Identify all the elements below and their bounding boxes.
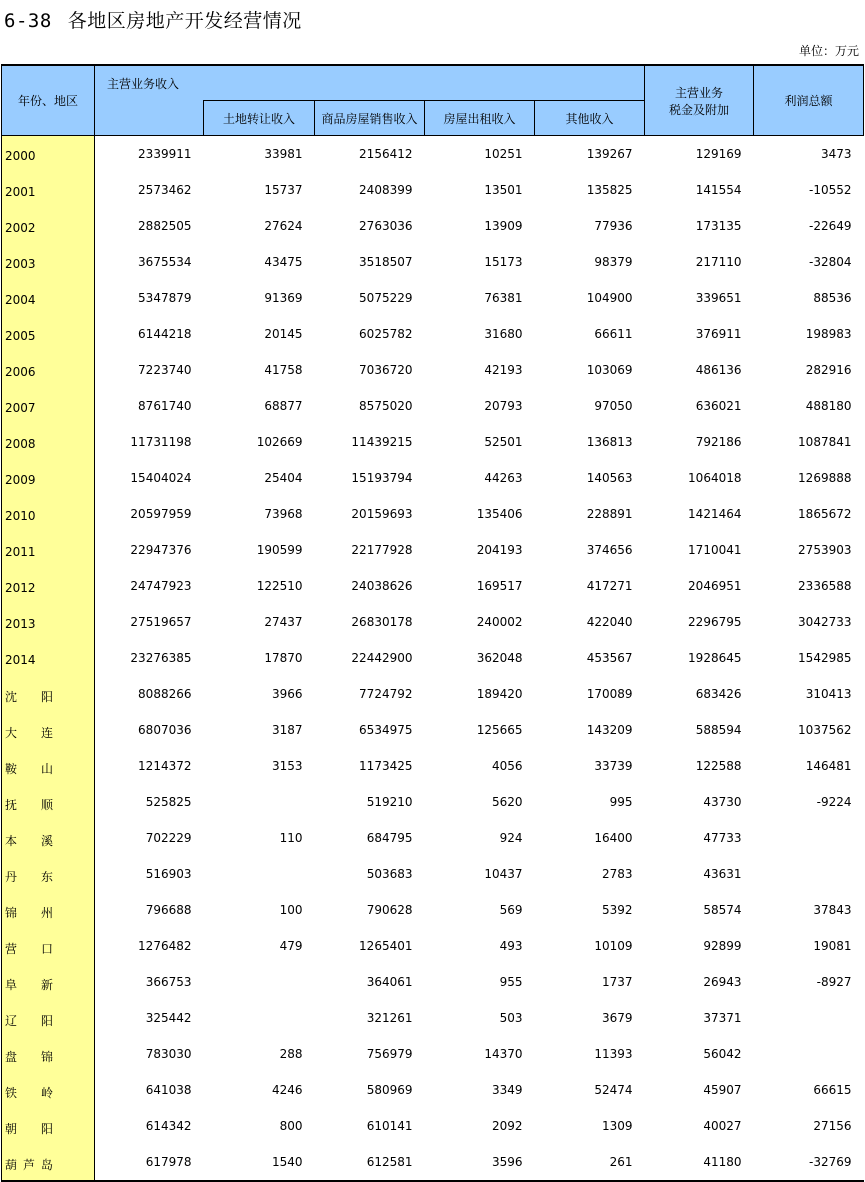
other-cell: 417271	[586, 579, 633, 593]
table-row	[2, 964, 864, 1000]
tax-cell: 92899	[703, 939, 742, 953]
main-revenue-cell: 8761740	[138, 399, 192, 413]
rental-cell: 493	[499, 939, 523, 953]
row-label: 2013	[2, 604, 95, 640]
rental-cell: 189420	[476, 687, 523, 701]
main-revenue-cell: 27519657	[130, 615, 192, 629]
housing-sales-cell: 26830178	[351, 615, 413, 629]
main-revenue-cell: 20597959	[130, 507, 192, 521]
row-label: 2012	[2, 568, 95, 604]
row-label: 鞍 山	[2, 748, 95, 784]
other-cell: 135825	[586, 183, 633, 197]
header-tax	[645, 65, 754, 136]
land-transfer-cell: 43475	[264, 255, 303, 269]
table-row	[2, 1072, 864, 1108]
profit-cell: 1037562	[798, 723, 852, 737]
table-row	[2, 748, 864, 784]
table-number: 6-38	[4, 10, 52, 32]
rental-cell: 52501	[484, 435, 523, 449]
housing-sales-cell: 2763036	[359, 219, 413, 233]
other-cell: 97050	[594, 399, 633, 413]
land-transfer-cell: 91369	[264, 291, 303, 305]
housing-sales-cell: 364061	[366, 975, 413, 989]
main-revenue-cell: 641038	[145, 1083, 192, 1097]
row-label: 2004	[2, 280, 95, 316]
housing-sales-cell: 20159693	[351, 507, 413, 521]
rental-cell: 362048	[476, 651, 523, 665]
tax-cell: 2296795	[688, 615, 742, 629]
land-transfer-cell	[204, 856, 315, 892]
housing-sales-cell: 11439215	[351, 435, 413, 449]
tax-cell: 636021	[695, 399, 742, 413]
row-label: 朝 阳	[2, 1108, 95, 1144]
housing-sales-cell: 610141	[366, 1119, 413, 1133]
land-transfer-cell: 25404	[264, 471, 303, 485]
rental-cell: 125665	[476, 723, 523, 737]
other-cell: 453567	[586, 651, 633, 665]
land-transfer-cell: 68877	[264, 399, 303, 413]
other-cell: 33739	[594, 759, 633, 773]
main-revenue-cell: 22947376	[130, 543, 192, 557]
main-revenue-cell: 23276385	[130, 651, 192, 665]
housing-sales-cell: 503683	[366, 867, 413, 881]
main-revenue-cell: 516903	[145, 867, 192, 881]
tax-cell: 1710041	[688, 543, 742, 557]
table-row	[2, 208, 864, 244]
profit-cell	[754, 1036, 864, 1072]
other-cell: 995	[609, 795, 633, 809]
row-label: 本 溪	[2, 820, 95, 856]
housing-sales-cell: 6534975	[359, 723, 413, 737]
rental-cell: 569	[499, 903, 523, 917]
rental-cell: 10437	[484, 867, 523, 881]
land-transfer-cell: 190599	[256, 543, 303, 557]
housing-sales-cell: 8575020	[359, 399, 413, 413]
profit-cell: 2336588	[798, 579, 852, 593]
other-cell: 228891	[586, 507, 633, 521]
housing-sales-cell: 756979	[366, 1047, 413, 1061]
profit-cell: 3042733	[798, 615, 852, 629]
land-transfer-cell: 27437	[264, 615, 303, 629]
row-label: 2002	[2, 208, 95, 244]
land-transfer-cell: 3153	[271, 759, 303, 773]
housing-sales-cell: 2156412	[359, 147, 413, 161]
table-row	[2, 676, 864, 712]
main-revenue-cell: 702229	[145, 831, 192, 845]
tax-cell: 486136	[695, 363, 742, 377]
tax-cell: 37371	[703, 1011, 742, 1025]
table-row	[2, 532, 864, 568]
profit-cell: 1865672	[798, 507, 852, 521]
table-row	[2, 784, 864, 820]
table-row	[2, 1144, 864, 1181]
other-cell: 139267	[586, 147, 633, 161]
other-cell: 66611	[594, 327, 633, 341]
unit-label: 单位：万元	[798, 44, 859, 58]
table-row	[2, 136, 864, 173]
housing-sales-cell: 22442900	[351, 651, 413, 665]
other-cell: 16400	[594, 831, 633, 845]
tax-cell: 376911	[695, 327, 742, 341]
tax-cell: 122588	[695, 759, 742, 773]
row-label: 阜 新	[2, 964, 95, 1000]
row-label: 营 口	[2, 928, 95, 964]
rental-cell: 2092	[491, 1119, 523, 1133]
row-label: 2008	[2, 424, 95, 460]
land-transfer-cell: 288	[279, 1047, 303, 1061]
profit-cell: 282916	[805, 363, 852, 377]
row-label: 铁 岭	[2, 1072, 95, 1108]
row-label: 盘 锦	[2, 1036, 95, 1072]
land-transfer-cell: 3187	[271, 723, 303, 737]
tax-cell: 173135	[695, 219, 742, 233]
tax-cell: 217110	[695, 255, 742, 269]
data-table	[1, 64, 864, 1182]
housing-sales-cell: 15193794	[351, 471, 413, 485]
row-label: 2003	[2, 244, 95, 280]
main-revenue-cell: 6144218	[138, 327, 192, 341]
housing-sales-cell: 6025782	[359, 327, 413, 341]
land-transfer-cell	[204, 1000, 315, 1036]
profit-cell: 3473	[820, 147, 852, 161]
header-main-revenue: 主营业务收入	[95, 65, 204, 101]
table-title: 各地区房地产开发经营情况	[67, 10, 302, 32]
rental-cell: 503	[499, 1011, 523, 1025]
header-land-transfer: 土地转让收入	[204, 101, 315, 136]
profit-cell: 198983	[805, 327, 852, 341]
rental-cell: 13501	[484, 183, 523, 197]
tax-cell: 129169	[695, 147, 742, 161]
rental-cell: 13909	[484, 219, 523, 233]
land-transfer-cell: 110	[279, 831, 303, 845]
profit-cell: 488180	[805, 399, 852, 413]
housing-sales-cell: 2408399	[359, 183, 413, 197]
rental-cell: 924	[499, 831, 523, 845]
table-row	[2, 640, 864, 676]
other-cell: 1309	[601, 1119, 633, 1133]
other-cell: 170089	[586, 687, 633, 701]
land-transfer-cell: 3966	[271, 687, 303, 701]
other-cell: 2783	[601, 867, 633, 881]
header-main-revenue-blank	[95, 101, 204, 136]
other-cell: 3679	[601, 1011, 633, 1025]
tax-cell: 339651	[695, 291, 742, 305]
housing-sales-cell: 3518507	[359, 255, 413, 269]
rental-cell: 15173	[484, 255, 523, 269]
table-row	[2, 1108, 864, 1144]
main-revenue-cell: 24747923	[130, 579, 192, 593]
row-label: 2005	[2, 316, 95, 352]
main-revenue-cell: 2882505	[138, 219, 192, 233]
tax-cell: 1064018	[688, 471, 742, 485]
tax-cell: 43631	[703, 867, 742, 881]
main-revenue-cell: 2573462	[138, 183, 192, 197]
table-row	[2, 172, 864, 208]
other-cell: 98379	[594, 255, 633, 269]
main-revenue-cell: 614342	[145, 1119, 192, 1133]
main-revenue-cell: 325442	[145, 1011, 192, 1025]
table-row	[2, 244, 864, 280]
main-revenue-cell: 6807036	[138, 723, 192, 737]
profit-cell: -8927	[816, 975, 852, 989]
other-cell: 103069	[586, 363, 633, 377]
other-cell: 77936	[594, 219, 633, 233]
row-label: 抚 顺	[2, 784, 95, 820]
tax-cell: 588594	[695, 723, 742, 737]
header-tax-line1: 主营业务	[674, 85, 723, 100]
housing-sales-cell: 321261	[366, 1011, 413, 1025]
land-transfer-cell: 800	[279, 1119, 303, 1133]
main-revenue-cell: 1214372	[138, 759, 192, 773]
land-transfer-cell	[204, 784, 315, 820]
rental-cell: 135406	[476, 507, 523, 521]
table-row	[2, 568, 864, 604]
tax-cell: 792186	[695, 435, 742, 449]
housing-sales-cell: 580969	[366, 1083, 413, 1097]
rental-cell: 14370	[484, 1047, 523, 1061]
tax-cell: 41180	[645, 1144, 754, 1181]
rental-cell: 4056	[491, 759, 523, 773]
land-transfer-cell: 33981	[264, 147, 303, 161]
other-cell: 1737	[601, 975, 633, 989]
row-label: 2006	[2, 352, 95, 388]
other-cell: 11393	[594, 1047, 633, 1061]
tax-cell: 47733	[703, 831, 742, 845]
table-row	[2, 928, 864, 964]
profit-cell: 146481	[805, 759, 852, 773]
land-transfer-cell: 20145	[264, 327, 303, 341]
table-row	[2, 460, 864, 496]
tax-cell: 2046951	[688, 579, 742, 593]
housing-sales-cell: 1265401	[359, 939, 413, 953]
row-label: 锦 州	[2, 892, 95, 928]
rental-cell: 3349	[491, 1083, 523, 1097]
profit-cell: -10552	[808, 183, 852, 197]
profit-cell	[754, 1000, 864, 1036]
main-revenue-cell: 8088266	[138, 687, 192, 701]
profit-cell: 88536	[813, 291, 852, 305]
other-cell: 143209	[586, 723, 633, 737]
land-transfer-cell	[204, 964, 315, 1000]
profit-cell: -9224	[816, 795, 852, 809]
profit-cell: -32769	[754, 1144, 864, 1181]
row-label: 沈 阳	[2, 676, 95, 712]
table-row	[2, 352, 864, 388]
rental-cell: 169517	[476, 579, 523, 593]
tax-cell: 43730	[703, 795, 742, 809]
rental-cell: 20793	[484, 399, 523, 413]
profit-cell: 1269888	[798, 471, 852, 485]
main-revenue-cell: 617978	[95, 1144, 204, 1181]
page-title	[4, 6, 302, 33]
header-year-region: 年份、地区	[2, 65, 95, 136]
table-row	[2, 316, 864, 352]
row-label: 2007	[2, 388, 95, 424]
profit-cell: 19081	[813, 939, 852, 953]
land-transfer-cell: 15737	[264, 183, 303, 197]
land-transfer-cell: 122510	[256, 579, 303, 593]
other-cell: 422040	[586, 615, 633, 629]
tax-cell: 683426	[695, 687, 742, 701]
housing-sales-cell: 519210	[366, 795, 413, 809]
tax-cell: 58574	[703, 903, 742, 917]
housing-sales-cell: 5075229	[359, 291, 413, 305]
table-row	[2, 820, 864, 856]
other-cell: 261	[535, 1144, 645, 1181]
main-revenue-cell: 796688	[145, 903, 192, 917]
main-revenue-cell: 11731198	[130, 435, 192, 449]
table-row	[2, 604, 864, 640]
row-label: 2009	[2, 460, 95, 496]
profit-cell: -32804	[808, 255, 852, 269]
row-label: 2011	[2, 532, 95, 568]
tax-cell: 1421464	[688, 507, 742, 521]
table-row	[2, 856, 864, 892]
land-transfer-cell: 102669	[256, 435, 303, 449]
land-transfer-cell: 4246	[271, 1083, 303, 1097]
rental-cell: 10251	[484, 147, 523, 161]
row-label: 2010	[2, 496, 95, 532]
land-transfer-cell: 17870	[264, 651, 303, 665]
row-label: 2001	[2, 172, 95, 208]
land-transfer-cell: 1540	[204, 1144, 315, 1181]
other-cell: 374656	[586, 543, 633, 557]
profit-cell	[754, 820, 864, 856]
land-transfer-cell: 73968	[264, 507, 303, 521]
land-transfer-cell: 479	[279, 939, 303, 953]
table-row	[2, 1000, 864, 1036]
tax-cell: 141554	[695, 183, 742, 197]
rental-cell: 3596	[425, 1144, 535, 1181]
table-row	[2, 1036, 864, 1072]
housing-sales-cell: 7036720	[359, 363, 413, 377]
main-revenue-cell: 783030	[145, 1047, 192, 1061]
rental-cell: 44263	[484, 471, 523, 485]
rental-cell: 42193	[484, 363, 523, 377]
tax-cell: 1928645	[688, 651, 742, 665]
table-row	[2, 712, 864, 748]
land-transfer-cell: 27624	[264, 219, 303, 233]
row-label: 2000	[2, 136, 95, 173]
rental-cell: 76381	[484, 291, 523, 305]
profit-cell: 1542985	[798, 651, 852, 665]
profit-cell: 310413	[805, 687, 852, 701]
profit-cell	[754, 856, 864, 892]
main-revenue-cell: 3675534	[138, 255, 192, 269]
housing-sales-cell: 24038626	[351, 579, 413, 593]
land-transfer-cell: 41758	[264, 363, 303, 377]
tax-cell: 26943	[703, 975, 742, 989]
housing-sales-cell: 684795	[366, 831, 413, 845]
table-body	[2, 136, 864, 1182]
header-profit: 利润总额	[754, 65, 864, 136]
row-label: 大 连	[2, 712, 95, 748]
header-main-revenue-span	[204, 65, 645, 101]
row-label: 葫 芦 岛	[2, 1144, 95, 1181]
row-label: 丹 东	[2, 856, 95, 892]
housing-sales-cell: 1173425	[359, 759, 413, 773]
other-cell: 104900	[586, 291, 633, 305]
table-row	[2, 280, 864, 316]
main-revenue-cell: 2339911	[138, 147, 192, 161]
other-cell: 52474	[594, 1083, 633, 1097]
header-other: 其他收入	[535, 101, 645, 136]
main-revenue-cell: 525825	[145, 795, 192, 809]
profit-cell: 66615	[813, 1083, 852, 1097]
tax-cell: 40027	[703, 1119, 742, 1133]
row-label: 辽 阳	[2, 1000, 95, 1036]
housing-sales-cell: 612581	[315, 1144, 425, 1181]
table-row	[2, 388, 864, 424]
header-housing-sales: 商品房屋销售收入	[315, 101, 425, 136]
other-cell: 140563	[586, 471, 633, 485]
main-revenue-cell: 5347879	[138, 291, 192, 305]
header-rental: 房屋出租收入	[425, 101, 535, 136]
rental-cell: 955	[499, 975, 523, 989]
other-cell: 10109	[594, 939, 633, 953]
table-row	[2, 892, 864, 928]
housing-sales-cell: 7724792	[359, 687, 413, 701]
table-row	[2, 496, 864, 532]
profit-cell: 37843	[813, 903, 852, 917]
tax-cell: 56042	[703, 1047, 742, 1061]
other-cell: 136813	[586, 435, 633, 449]
rental-cell: 5620	[491, 795, 523, 809]
table-row	[2, 424, 864, 460]
header-tax-line2: 税金及附加	[668, 102, 729, 117]
rental-cell: 204193	[476, 543, 523, 557]
profit-cell: -22649	[808, 219, 852, 233]
housing-sales-cell: 790628	[366, 903, 413, 917]
main-revenue-cell: 15404024	[130, 471, 192, 485]
rental-cell: 31680	[484, 327, 523, 341]
land-transfer-cell: 100	[279, 903, 303, 917]
other-cell: 5392	[601, 903, 633, 917]
main-revenue-cell: 366753	[145, 975, 192, 989]
rental-cell: 240002	[476, 615, 523, 629]
profit-cell: 27156	[813, 1119, 852, 1133]
profit-cell: 2753903	[798, 543, 852, 557]
housing-sales-cell: 22177928	[351, 543, 413, 557]
row-label: 2014	[2, 640, 95, 676]
profit-cell: 1087841	[798, 435, 852, 449]
tax-cell: 45907	[703, 1083, 742, 1097]
main-revenue-cell: 1276482	[138, 939, 192, 953]
main-revenue-cell: 7223740	[138, 363, 192, 377]
